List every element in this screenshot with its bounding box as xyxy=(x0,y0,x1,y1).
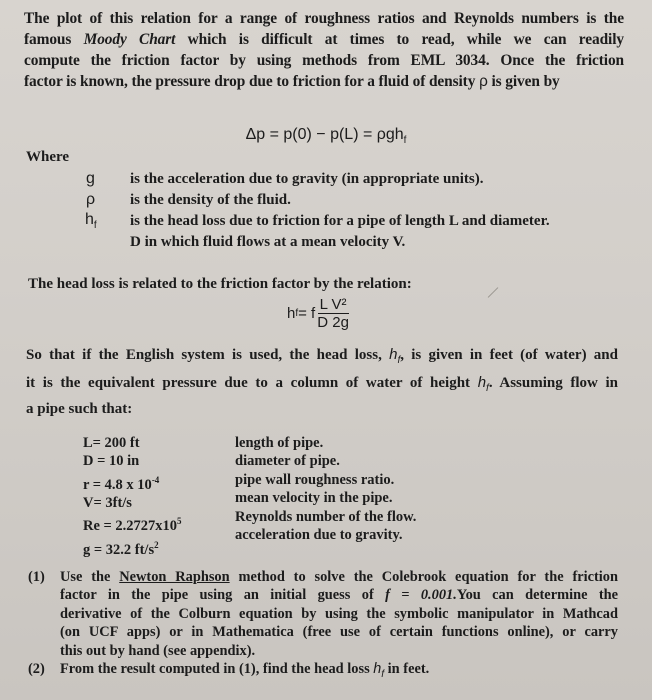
question-1-number: (1) xyxy=(28,569,45,585)
param-gravity: g = 32.2 $ft/s^2$ xyxy=(83,539,159,558)
definition-g: is the acceleration due to gravity (in appropriate units). xyxy=(130,171,484,187)
english-system-paragraph xyxy=(26,344,618,421)
para3-line-1: So that if the English system is used, the head loss, $h_f$, is given in feet (of water) and xyxy=(26,346,618,366)
param-velocity: V= 3ft/s xyxy=(83,495,132,512)
param-reynolds: $Re = 2.2727x10^5$ xyxy=(83,516,182,535)
question-2-number: (2) xyxy=(28,661,45,678)
symbol-g: g xyxy=(86,170,95,187)
desc-roughness: pipe wall roughness ratio. xyxy=(235,471,395,488)
para3-line-2: it is the equivalent pressure due to a column of water of height $h_f$. Assuming flow in xyxy=(26,373,618,394)
desc-length: length of pipe. xyxy=(235,435,324,451)
para3-line-3: a pipe such that: xyxy=(26,401,133,417)
head-loss-intro: The head loss is related to the friction factor by the relation: xyxy=(28,276,412,292)
newton-raphson-term: Newton Raphson xyxy=(119,569,230,585)
param-length: L= 200 ft xyxy=(83,435,140,451)
parameter-descriptions xyxy=(235,434,416,544)
param-diameter: D = 10 in xyxy=(83,453,140,470)
fraction-numerator: L V² xyxy=(319,296,347,313)
question-list xyxy=(28,568,618,684)
pressure-drop-equation: Δp = p(0) − p(L) = ρgh$_f$ xyxy=(245,126,407,147)
parameter-values xyxy=(83,434,182,559)
definition-hf: is the head loss due to friction for a pipe of length L and diameter. xyxy=(130,213,550,229)
definition-rho: is the density of the fluid. xyxy=(130,192,291,208)
intro-line-4: factor is known, the pressure drop due to friction for a fluid of density ρ is given by xyxy=(24,73,560,90)
question-1: (1) Use the Newton Raphson method to solve the Colebrook equation for the friction factor in the pipe using an initial guess of f = 0.001.You can determine the derivative of the Colburn equation by using the symbolic manipulator in Mathcad (on UCF apps) or in Mathematica (free use of certain functions online), or carry this out by hand (see appendix). xyxy=(28,569,619,659)
where-label: Where xyxy=(26,149,70,165)
question-2: (2) From the result computed in (1), find the head loss $h_f$ in feet. xyxy=(28,661,430,680)
symbol-rho: ρ xyxy=(86,191,96,208)
desc-diameter: diameter of pipe. xyxy=(235,453,340,470)
definition-hf-continued: D in which fluid flows at a mean velocity V. xyxy=(130,234,406,250)
pen-mark xyxy=(488,287,499,298)
intro-line-3: compute the friction factor by using methods from EML 3034. Once the friction xyxy=(24,52,624,69)
param-roughness: r = 4.8 x $10^{-4}$ xyxy=(83,474,160,493)
intro-paragraph xyxy=(24,8,624,92)
moody-chart-term: Moody Chart xyxy=(83,31,176,48)
rho-symbol: ρ xyxy=(479,73,488,90)
fraction-denominator: D 2g xyxy=(317,314,349,331)
intro-line-1: The plot of this relation for a range of roughness ratios and Reynolds numbers is the xyxy=(24,10,624,27)
desc-reynolds: Reynolds number of the flow. xyxy=(235,508,417,525)
head-loss-equation: h f = f $\frac{\text{L V²}}{D 2g}$ xyxy=(287,296,349,331)
desc-gravity: acceleration due to gravity. xyxy=(235,527,403,544)
desc-velocity: mean velocity in the pipe. xyxy=(235,490,393,507)
fraction xyxy=(317,296,349,331)
symbol-hf: $h_f$ xyxy=(85,211,97,232)
intro-line-2: famous Moody Chart which is difficult at times to read, while we can readily xyxy=(24,31,624,48)
initial-guess: f = 0.001. xyxy=(385,587,457,604)
